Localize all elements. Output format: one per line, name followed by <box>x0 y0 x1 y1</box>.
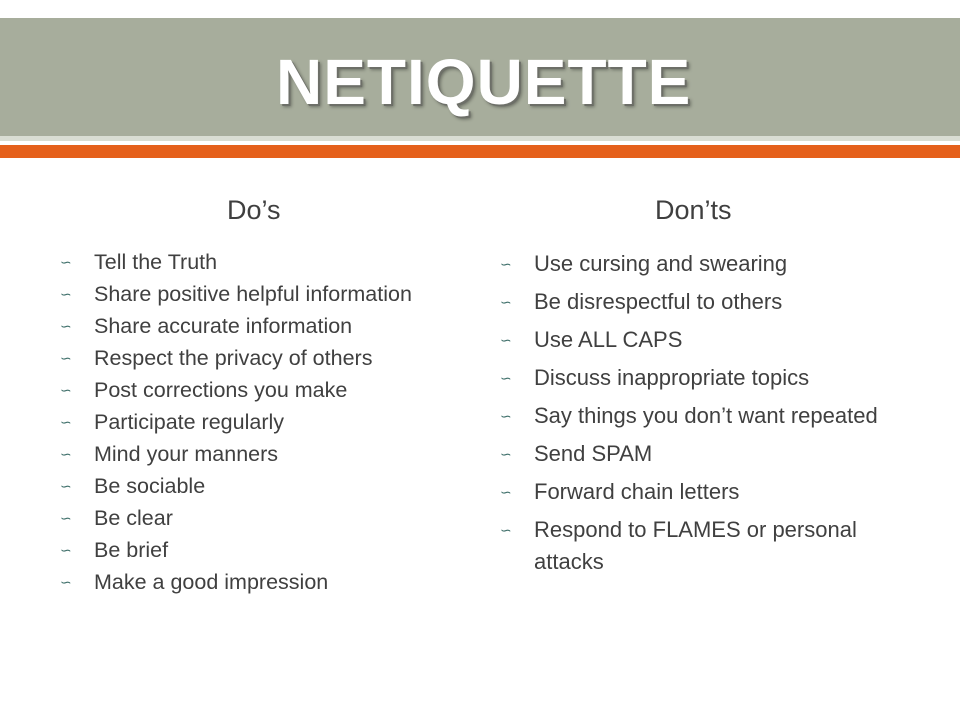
dos-item-text: Be sociable <box>94 474 206 498</box>
dos-item-text: Tell the Truth <box>94 250 218 274</box>
donts-item-text: Send SPAM <box>534 441 653 466</box>
dos-item-text: Respect the privacy of others <box>94 346 373 370</box>
dos-item <box>60 378 440 402</box>
bullet-icon: ∽ <box>500 332 512 348</box>
donts-item-text: Respond to FLAMES or personal attacks <box>534 517 857 574</box>
donts-item-text: Forward chain letters <box>534 479 740 504</box>
donts-item <box>500 438 920 470</box>
bullet-icon: ∽ <box>60 446 72 462</box>
dos-item-text: Share positive helpful information <box>94 282 412 306</box>
bullet-icon: ∽ <box>500 294 512 310</box>
bullet-icon: ∽ <box>500 446 512 462</box>
dos-item-text: Make a good impression <box>94 570 329 594</box>
dos-item <box>60 442 440 466</box>
donts-item <box>500 514 920 578</box>
donts-item-text: Be disrespectful to others <box>534 289 783 314</box>
bullet-icon: ∽ <box>500 256 512 272</box>
donts-item <box>500 400 920 432</box>
bullet-icon: ∽ <box>60 478 72 494</box>
dos-item-text: Participate regularly <box>94 410 285 434</box>
bullet-icon: ∽ <box>500 408 512 424</box>
dos-item-text: Mind your manners <box>94 442 279 466</box>
dos-heading: Do’s <box>227 195 281 225</box>
bullet-icon: ∽ <box>60 414 72 430</box>
donts-item-text: Discuss inappropriate topics <box>534 365 810 390</box>
bullet-icon: ∽ <box>500 522 512 538</box>
dos-list <box>60 250 440 602</box>
donts-item <box>500 362 920 394</box>
dos-item <box>60 474 440 498</box>
dos-item <box>60 410 440 434</box>
bullet-icon: ∽ <box>60 510 72 526</box>
donts-item <box>500 324 920 356</box>
title-divider-accent <box>0 145 960 158</box>
dos-item-text: Be clear <box>94 506 173 530</box>
donts-item <box>500 248 920 280</box>
bullet-icon: ∽ <box>60 542 72 558</box>
donts-heading: Don’ts <box>655 195 732 225</box>
dos-item-text: Post corrections you make <box>94 378 348 402</box>
bullet-icon: ∽ <box>60 286 72 302</box>
slide-title: NETIQUETTE <box>276 46 692 118</box>
donts-item-text: Use ALL CAPS <box>534 327 683 352</box>
dos-item <box>60 314 440 338</box>
dos-item <box>60 346 440 370</box>
title-divider-thin <box>0 136 960 141</box>
dos-item <box>60 538 440 562</box>
bullet-icon: ∽ <box>60 318 72 334</box>
bullet-icon: ∽ <box>60 350 72 366</box>
dos-item <box>60 282 440 306</box>
bullet-icon: ∽ <box>500 370 512 386</box>
donts-list <box>500 248 920 584</box>
bullet-icon: ∽ <box>60 574 72 590</box>
dos-item-text: Be brief <box>94 538 169 562</box>
bullet-icon: ∽ <box>60 382 72 398</box>
donts-item <box>500 286 920 318</box>
bullet-icon: ∽ <box>60 254 72 270</box>
donts-item <box>500 476 920 508</box>
donts-item-text: Say things you don’t want repeated <box>534 403 878 428</box>
dos-item <box>60 506 440 530</box>
bullet-icon: ∽ <box>500 484 512 500</box>
dos-item <box>60 570 440 594</box>
dos-item-text: Share accurate information <box>94 314 353 338</box>
dos-item <box>60 250 440 274</box>
donts-item-text: Use cursing and swearing <box>534 251 788 276</box>
